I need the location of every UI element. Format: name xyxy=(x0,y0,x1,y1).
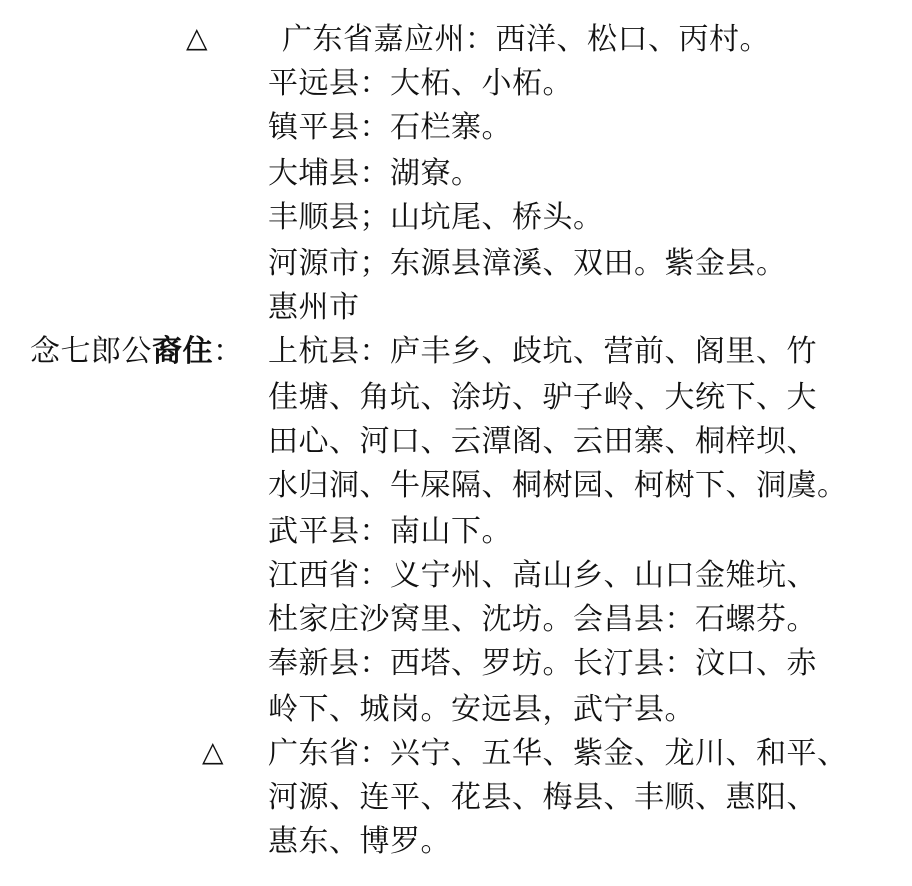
section-label-prefix: 念七郎公 xyxy=(30,334,152,369)
text-line: 丰顺县；山坑尾、桥头。 xyxy=(268,200,604,235)
text-line: 平远县：大柘、小柘。 xyxy=(268,66,573,101)
section-line: 佳塘、角坑、涂坊、驴子岭、大统下、大 xyxy=(268,380,817,415)
triangle-marker-bottom: △ xyxy=(202,735,224,768)
text-line: 惠东、博罗。 xyxy=(268,824,451,859)
section-line: 田心、河口、云潭阁、云田寨、桐梓坝、 xyxy=(268,424,817,459)
section-line: 武平县：南山下。 xyxy=(268,514,512,549)
text-line: 惠州市 xyxy=(268,290,360,325)
section-label xyxy=(30,330,244,374)
section-line: 水归洞、牛屎隔、桐树园、柯树下、洞虞。 xyxy=(268,468,848,503)
section-line: 岭下、城岗。安远县，武宁县。 xyxy=(268,692,695,727)
text-line: 河源、连平、花县、梅县、丰顺、惠阳、 xyxy=(268,780,817,815)
text-line: 河源市；东源县漳溪、双田。紫金县。 xyxy=(268,246,787,281)
section-line: 奉新县：西塔、罗坊。长汀县：汶口、赤 xyxy=(268,646,817,681)
section-line: 上杭县：庐丰乡、歧坑、营前、阁里、竹 xyxy=(268,334,817,369)
section-line: 杜家庄沙窝里、沈坊。会昌县：石螺芬。 xyxy=(268,602,817,637)
section-label-bold: 裔住 xyxy=(152,334,213,369)
section-line: 江西省：义宁州、高山乡、山口金雉坑、 xyxy=(268,558,817,593)
text-line: 广东省：兴宁、五华、紫金、龙川、和平、 xyxy=(268,736,848,771)
section-label-colon: ： xyxy=(213,334,244,369)
text-line: 镇平县：石栏寨。 xyxy=(268,110,512,145)
text-line: 大埔县：湖寮。 xyxy=(268,156,482,191)
triangle-marker-top: △ xyxy=(186,21,208,54)
text-line: 广东省嘉应州：西洋、松口、丙村。 xyxy=(282,22,770,57)
